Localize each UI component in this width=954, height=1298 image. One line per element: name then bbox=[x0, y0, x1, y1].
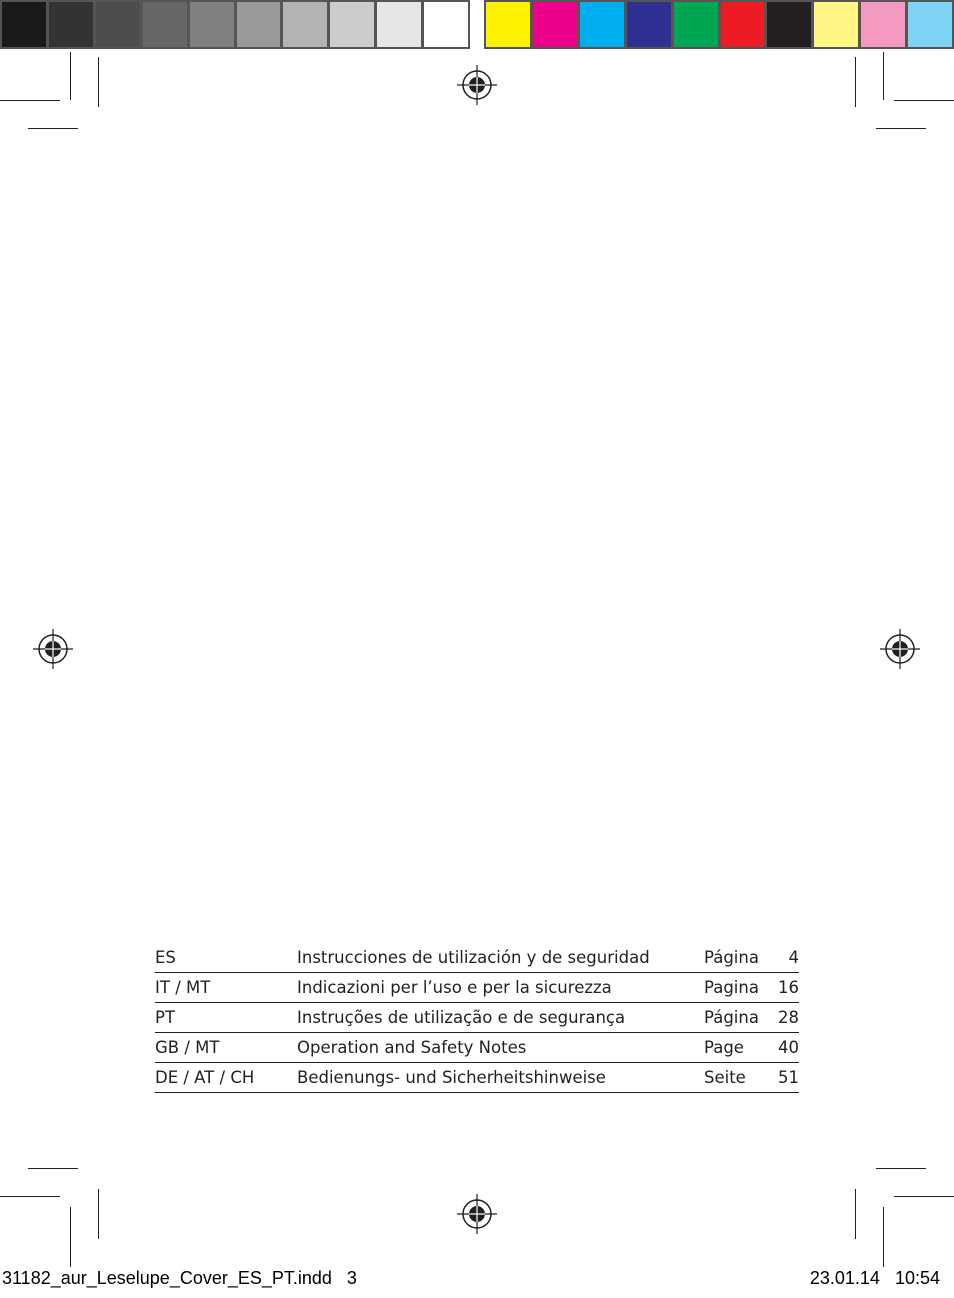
toc-title: Instrucciones de utilización y de seguridad bbox=[297, 943, 704, 973]
crop-mark bbox=[98, 1189, 99, 1239]
toc-language: IT / MT bbox=[155, 973, 297, 1003]
toc-page-label: Page bbox=[704, 1033, 764, 1063]
toc-page-number: 51 bbox=[764, 1063, 799, 1093]
crop-mark bbox=[28, 128, 78, 129]
slug-filename: 31182_aur_Leselupe_Cover_ES_PT.indd 3 bbox=[2, 1268, 357, 1288]
toc-title: Operation and Safety Notes bbox=[297, 1033, 704, 1063]
crop-mark bbox=[894, 1196, 954, 1197]
gray-swatch bbox=[190, 2, 234, 47]
toc-page-label: Página bbox=[704, 943, 764, 973]
color-swatch bbox=[486, 2, 530, 47]
toc-row[interactable] bbox=[155, 1063, 799, 1093]
crop-mark bbox=[883, 1207, 884, 1267]
toc-page-number: 28 bbox=[764, 1003, 799, 1033]
color-swatch bbox=[861, 2, 905, 47]
color-swatch bbox=[580, 2, 624, 47]
crop-mark bbox=[98, 57, 99, 107]
slug-datetime: 23.01.14 10:54 bbox=[809, 1268, 940, 1288]
color-swatch bbox=[908, 2, 952, 47]
process-color-bar bbox=[484, 0, 954, 49]
gray-color-bar bbox=[0, 0, 470, 49]
toc-language: PT bbox=[155, 1003, 297, 1033]
toc-language: ES bbox=[155, 943, 297, 973]
gray-swatch bbox=[237, 2, 281, 47]
color-swatch bbox=[533, 2, 577, 47]
registration-mark-icon bbox=[880, 629, 920, 669]
gray-swatch bbox=[424, 2, 468, 47]
color-swatch bbox=[767, 2, 811, 47]
crop-mark bbox=[70, 1207, 71, 1267]
toc-row[interactable] bbox=[155, 1033, 799, 1063]
registration-mark-icon bbox=[33, 629, 73, 669]
crop-mark bbox=[876, 1168, 926, 1169]
color-swatch bbox=[814, 2, 858, 47]
gray-swatch bbox=[143, 2, 187, 47]
crop-mark bbox=[70, 52, 71, 100]
toc-title: Bedienungs- und Sicherheitshinweise bbox=[297, 1063, 704, 1093]
crop-mark bbox=[894, 100, 954, 101]
gray-swatch bbox=[377, 2, 421, 47]
toc-title: Indicazioni per l’uso e per la sicurezza bbox=[297, 973, 704, 1003]
color-swatch bbox=[674, 2, 718, 47]
toc-row[interactable] bbox=[155, 1003, 799, 1033]
toc-language: DE / AT / CH bbox=[155, 1063, 297, 1093]
toc-page-number: 4 bbox=[764, 943, 799, 973]
registration-mark-icon bbox=[457, 65, 497, 105]
crop-mark bbox=[876, 128, 926, 129]
toc-page-label: Seite bbox=[704, 1063, 764, 1093]
gray-swatch bbox=[2, 2, 46, 47]
crop-mark bbox=[855, 57, 856, 107]
gray-swatch bbox=[330, 2, 374, 47]
crop-mark bbox=[0, 100, 60, 101]
crop-mark bbox=[883, 52, 884, 100]
toc-page-number: 40 bbox=[764, 1033, 799, 1063]
gray-swatch bbox=[283, 2, 327, 47]
toc-row[interactable] bbox=[155, 943, 799, 973]
toc-page-label: Pagina bbox=[704, 973, 764, 1003]
table-of-contents bbox=[155, 943, 799, 1093]
toc-language: GB / MT bbox=[155, 1033, 297, 1063]
color-swatch bbox=[721, 2, 765, 47]
toc-row[interactable] bbox=[155, 973, 799, 1003]
color-swatch bbox=[627, 2, 671, 47]
toc-page-number: 16 bbox=[764, 973, 799, 1003]
crop-mark bbox=[855, 1189, 856, 1239]
crop-mark bbox=[28, 1168, 78, 1169]
toc-title: Instruções de utilização e de segurança bbox=[297, 1003, 704, 1033]
gray-swatch bbox=[49, 2, 93, 47]
toc-page-label: Página bbox=[704, 1003, 764, 1033]
registration-mark-icon bbox=[457, 1194, 497, 1234]
crop-mark bbox=[0, 1196, 60, 1197]
gray-swatch bbox=[96, 2, 140, 47]
